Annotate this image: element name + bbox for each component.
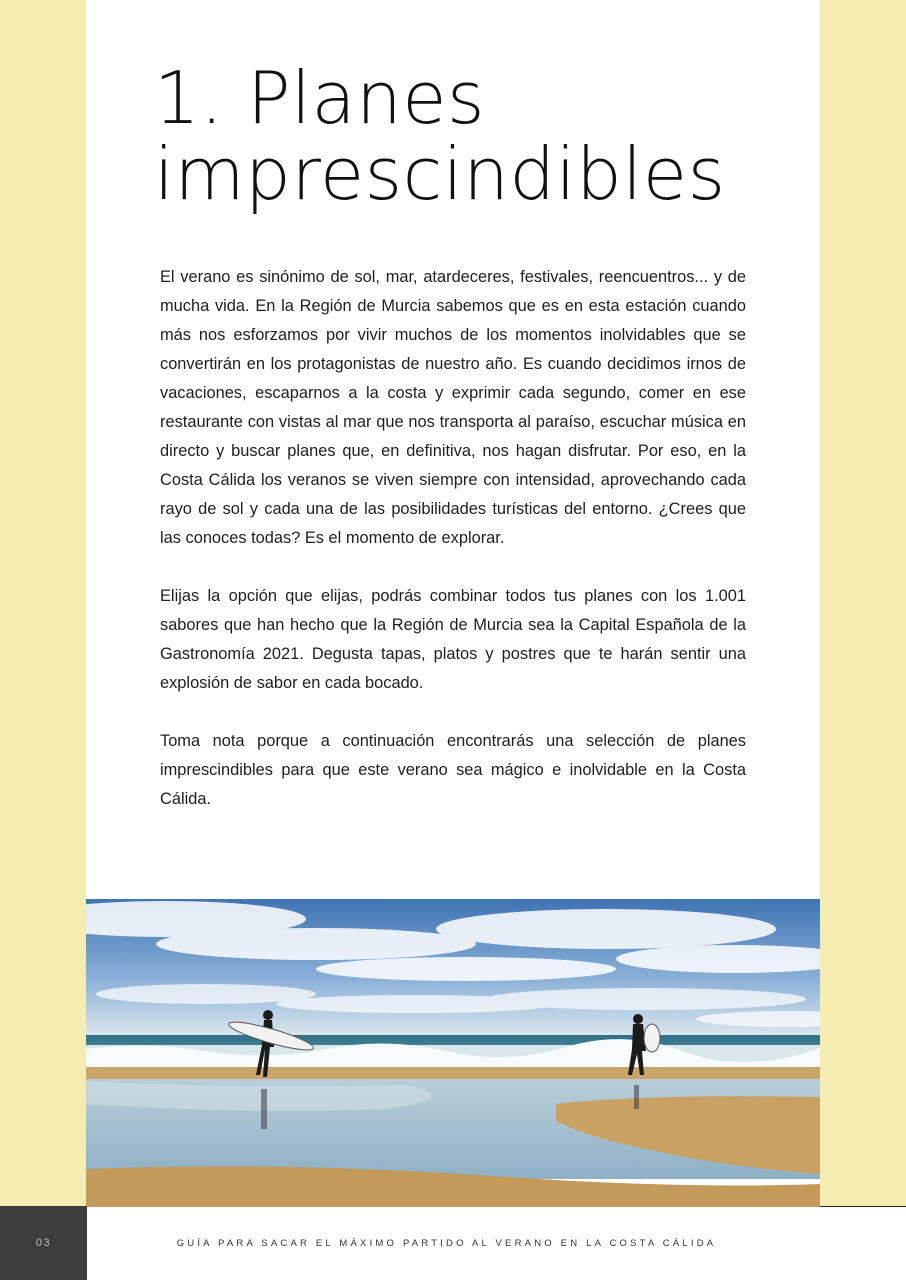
right-accent-band <box>820 0 906 1206</box>
paragraph-intro: El verano es sinónimo de sol, mar, atardeceres, festivales, reencuentros... y de mucha vida. En la Región de Murcia sabemos que es en esta estación cuando más nos esforzamos por vivir muchos de los momentos inolvidables que se convertirán en los protagonistas de nuestro año. Es cuando decidimos irnos de vacaciones, escaparnos a la costa y exprimir cada segundo, comer en ese restaurante con vistas al mar que nos transporta al paraíso, escuchar música en directo y buscar planes que, en definitiva, nos hagan disfrutar. Por eso, en la Costa Cálida los veranos se viven siempre con intensidad, aprovechando cada rayo de sol y cada una de las posibilidades turísticas del entorno. ¿Crees que las conoces todas? Es el momento de explorar. <box>160 268 746 547</box>
title-line-2: imprescindibles <box>154 132 726 216</box>
body-text <box>160 263 746 843</box>
left-accent-band <box>0 0 86 1206</box>
page-number: 03 <box>0 1206 87 1280</box>
footer-rule <box>820 1206 906 1207</box>
footer-guide-title: GUÍA PARA SACAR EL MÁXIMO PARTIDO AL VERANO EN LA COSTA CÁLIDA <box>176 1237 717 1249</box>
paragraph-gastronomy: Elijas la opción que elijas, podrás combinar todos tus planes con los 1.001 sabores que han hecho que la Región de Murcia sea la Capital Española de la Gastronomía 2021. Degusta tapas, platos y postres que te harán sentir una explosión de sabor en cada bocado. <box>160 587 746 692</box>
paragraph-selection: Toma nota porque a continuación encontrarás una selección de planes imprescindibles para que este verano sea mágico e inolvidable en la Costa Cálida. <box>160 732 746 808</box>
beach-surfers-photo <box>86 899 820 1207</box>
page-title <box>154 56 794 216</box>
title-line-1: 1. Planes <box>154 56 486 140</box>
